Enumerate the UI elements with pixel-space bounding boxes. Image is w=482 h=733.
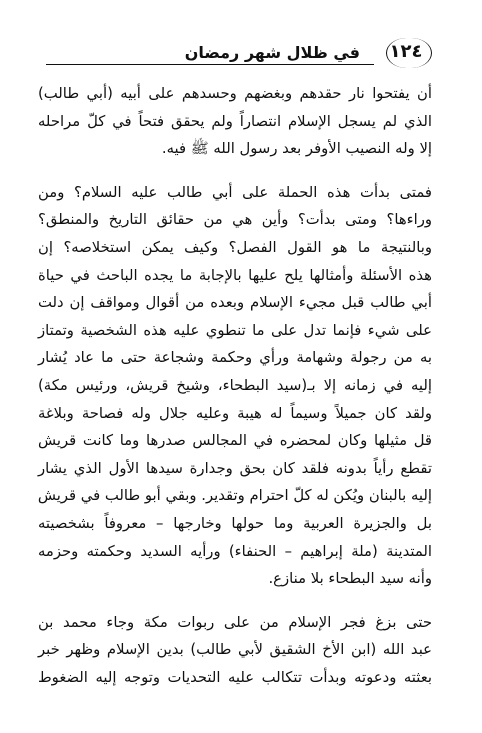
text-line: قل مثيلها وكان لمحضره في المجالس صدرها وما كانت قريش — [38, 432, 432, 450]
text-line: وبالنتيجة ما هو القول الفصل؟ وكيف يمكن استخلاصه؟ إن — [38, 238, 432, 256]
body-text — [38, 80, 432, 691]
text-line: بل والجزيرة العربية وما حولها وخارجها – معروفاً بشخصيته — [38, 514, 432, 532]
page-number-box — [376, 38, 432, 68]
page-number: ١٢٤ — [389, 41, 423, 62]
header-rule — [46, 64, 374, 65]
running-title: في ظلال شهر رمضان — [184, 43, 360, 62]
text-line: عبد الله (ابن الأخ الشقيق لأبي طالب) بدين الإسلام وظهر خبر — [38, 641, 432, 659]
page-header — [46, 40, 428, 66]
paragraph-1 — [38, 80, 432, 163]
text-line: فمتى بدأت هذه الحملة على أبي طالب عليه السلام؟ ومن — [38, 183, 432, 201]
text-line: ولقد كان جميلاً وسيماً له هيبة وعليه جلال وله فصاحة وبلاغة — [38, 404, 432, 422]
paragraph-2 — [38, 179, 432, 593]
text-line: إليه بالبنان ويُكن له كلّ احترام وتقدير. وبقي أبو طالب في قريش — [37, 487, 432, 505]
text-line: الذي لم يسجل الإسلام انتصاراً ولم يحقق فتحاً في كلّ مراحله — [38, 112, 432, 130]
text-line: وراءها؟ ومتى بدأت؟ وأين هي من حقائق التاريخ والمنطق؟ — [38, 211, 432, 229]
text-line: هذه الأسئلة وأمثالها يلح عليها بالإجابة ما يجده الباحث في حياة — [38, 266, 432, 284]
text-line: إليه في زمانه إلا بـ(سيد البطحاء، وشيخ قريش، ورئيس مكة) — [38, 376, 432, 394]
text-line: وأنه سيد البطحاء بلا منازع. — [268, 570, 432, 588]
text-line: به من رجولة وشهامة ورأي وحكمة وشجاعة حتى ما عاد يُشار — [38, 349, 432, 367]
text-line: بعثته ودعوته وبدأت تتكالب عليه التحديات وتوجه إليه الضغوط — [38, 668, 432, 686]
text-line: أبي طالب قبل مجيء الإسلام وبعده من أقوال ومواقف إن دلت — [38, 294, 432, 312]
text-line: إلا وله النصيب الأوفر بعد رسول الله ﷺ فيه. — [161, 140, 432, 158]
text-line: تقطع رأياً بدونه فلقد كان بحق وجدارة سيدها الأول الذي يشار — [38, 459, 432, 477]
text-line: على شيء فإنما تدل على ما تنطوي عليه هذه الشخصية وتمتاز — [38, 321, 432, 339]
text-line: أن يفتحوا نار حقدهم وبغضهم وحسدهم على أبيه (أبي طالب) — [38, 85, 432, 102]
text-line: المتدينة (ملة إبراهيم – الحنفاء) ورأيه السديد وحكمته وحزمه — [38, 542, 432, 560]
paragraph-3 — [38, 609, 432, 692]
text-line: حتى بزغ فجر الإسلام من على ربوات مكة وجاء محمد بن — [38, 613, 432, 631]
